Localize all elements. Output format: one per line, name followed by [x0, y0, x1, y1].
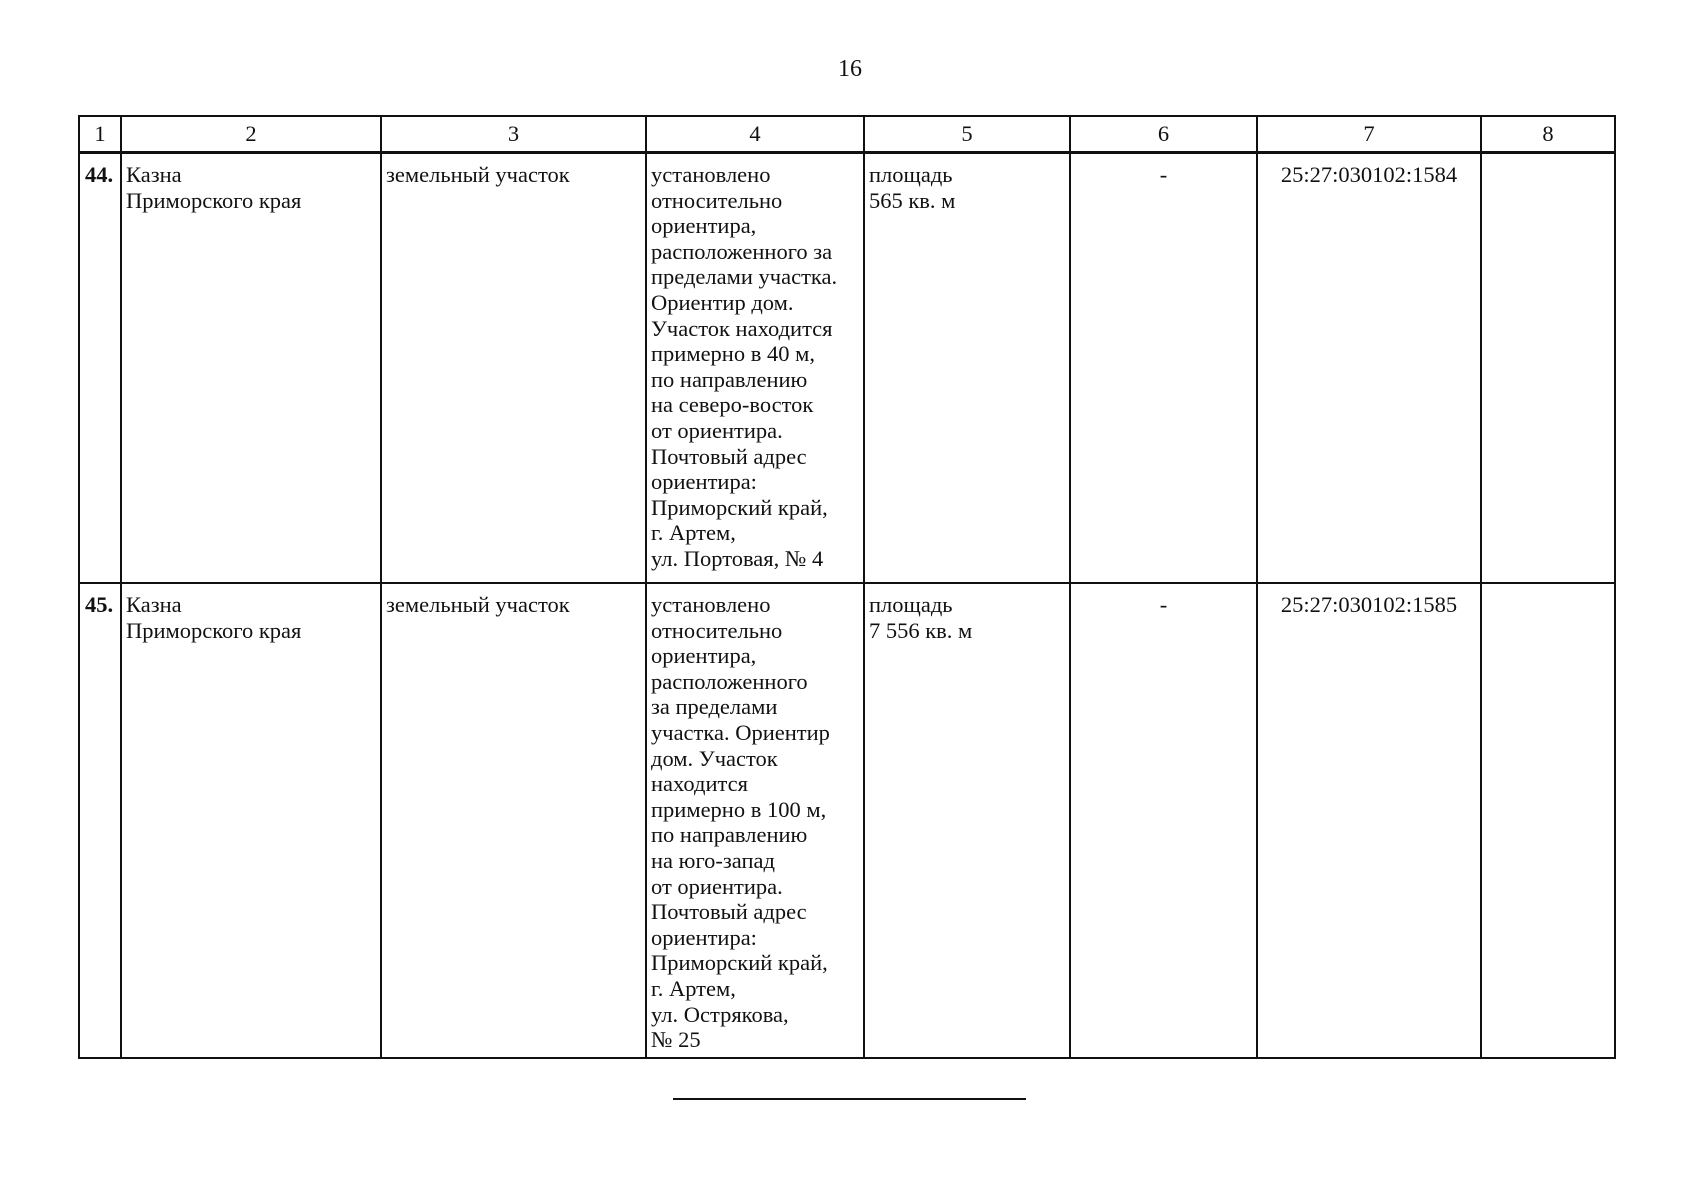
page-number: 16: [838, 56, 862, 82]
owner-cell: Казна Приморского края: [121, 153, 381, 584]
area-cell: площадь 565 кв. м: [864, 153, 1070, 584]
property-register-table: [78, 115, 1616, 1059]
end-of-document-rule: [673, 1098, 1026, 1100]
column-header: 7: [1257, 116, 1481, 153]
column-number-row: [79, 116, 1615, 153]
column-8-cell: [1481, 153, 1615, 584]
cadastral-number-cell: 25:27:030102:1585: [1257, 583, 1481, 1058]
row-number: 44.: [79, 153, 121, 584]
column-header: 6: [1070, 116, 1257, 153]
column-header: 1: [79, 116, 121, 153]
column-header: 8: [1481, 116, 1615, 153]
location-cell: установлено относительно ориентира, расположенного за пределами участка. Ориентир дом. Участок находится примерно в 100 м, по направлению на юго-запад от ориентира. Почтовый адрес ориентира: Приморский край, г. Артем, ул. Острякова, № 25: [646, 583, 864, 1058]
table-row: [79, 153, 1615, 584]
location-cell: установлено относительно ориентира, расположенного за пределами участка. Ориентир дом. Участок находится примерно в 40 м, по направлению на северо-восток от ориентира. Почтовый адрес ориентира: Приморский край, г. Артем, ул. Портовая, № 4: [646, 153, 864, 584]
object-type-cell: земельный участок: [381, 583, 646, 1058]
column-6-cell: -: [1070, 583, 1257, 1058]
column-header: 4: [646, 116, 864, 153]
area-cell: площадь 7 556 кв. м: [864, 583, 1070, 1058]
column-header: 3: [381, 116, 646, 153]
owner-cell: Казна Приморского края: [121, 583, 381, 1058]
column-8-cell: [1481, 583, 1615, 1058]
table-row: [79, 583, 1615, 1058]
column-6-cell: -: [1070, 153, 1257, 584]
column-header: 2: [121, 116, 381, 153]
column-header: 5: [864, 116, 1070, 153]
object-type-cell: земельный участок: [381, 153, 646, 584]
cadastral-number-cell: 25:27:030102:1584: [1257, 153, 1481, 584]
row-number: 45.: [79, 583, 121, 1058]
